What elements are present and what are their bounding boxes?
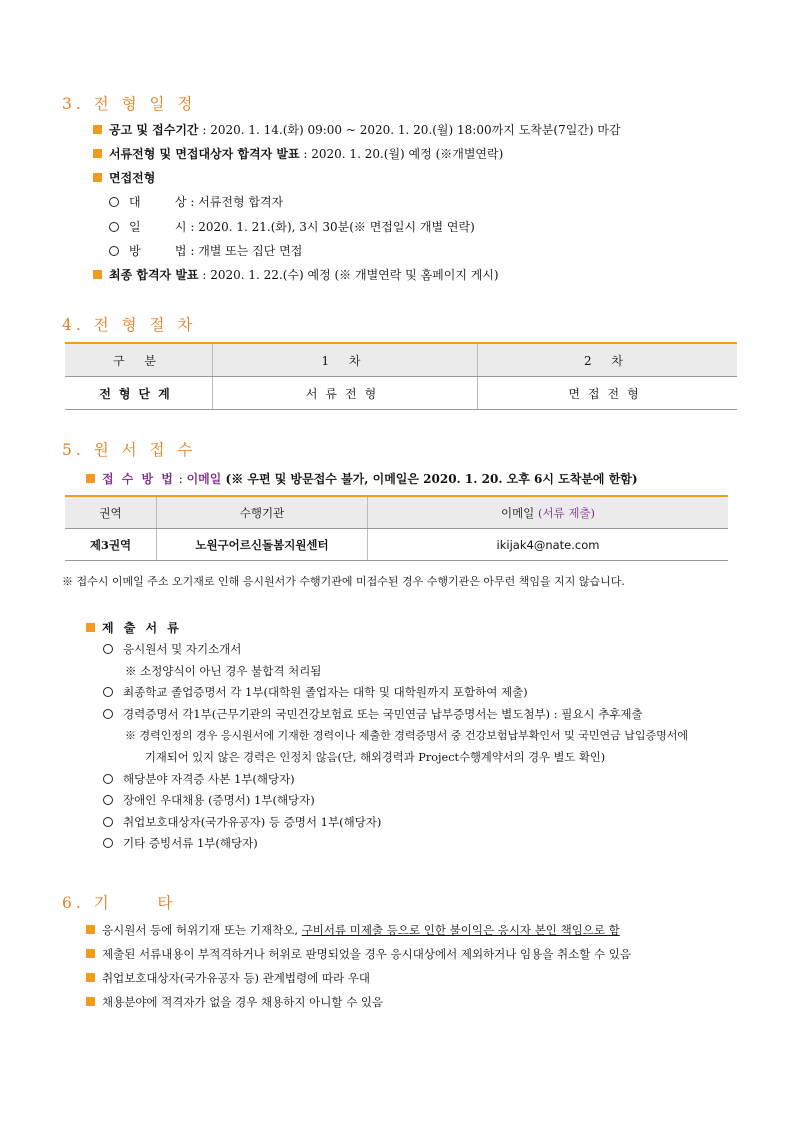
circle-bullet-icon — [103, 795, 113, 805]
square-bullet-icon — [86, 925, 95, 934]
list-item: 최종학교 졸업증명서 각 1부(대학원 졸업자는 대학 및 대학원까지 포함하여 제출) — [103, 682, 688, 704]
table-header-cell: 1 차 — [213, 343, 478, 377]
list-item-note: ※ 경력인정의 경우 응시원서에 기재한 경력이나 제출한 경력증명서 중 건강보험납부확인서 및 국민연금 납입증명서에 — [125, 729, 689, 743]
square-bullet-icon — [86, 474, 95, 483]
other-notes-list — [86, 918, 631, 1014]
section-5-title: 5. 원 서 접 수 — [62, 441, 197, 459]
selection-process-table — [65, 342, 737, 410]
table-cell: 서류전형 — [213, 377, 478, 410]
square-bullet-icon — [93, 125, 102, 134]
square-bullet-icon — [86, 623, 95, 632]
table-header-cell: 수행기관 — [157, 496, 368, 529]
table-header-cell: 이메일 (서류 제출) — [368, 496, 729, 529]
square-bullet-icon — [86, 997, 95, 1006]
documents-list — [103, 639, 688, 855]
list-item: 기타 증빙서류 1부(해당자) — [103, 833, 688, 855]
interview-method: 방 법 : 개별 또는 집단 면접 — [109, 242, 302, 259]
table-cell: 면접전형 — [478, 377, 738, 410]
list-item: 해당분야 자격증 사본 1부(해당자) — [103, 769, 688, 791]
circle-bullet-icon — [103, 838, 113, 848]
application-method: 접 수 방 법 : 이메일 (※ 우편 및 방문접수 불가, 이메일은 2020. 1. 20. 오후 6시 도착분에 한함) — [86, 470, 638, 487]
section-6-title: 6. 기 타 — [62, 894, 177, 912]
circle-bullet-icon — [103, 709, 113, 719]
documents-title: 제 출 서 류 — [86, 619, 182, 636]
section-3-title: 3. 전 형 일 정 — [62, 95, 197, 113]
square-bullet-icon — [93, 149, 102, 158]
email-link[interactable]: ikijak4@nate.com — [368, 529, 729, 561]
list-item: 취업보호대상자(국가유공자) 등 증명서 1부(해당자) — [103, 812, 688, 834]
interview-target: 대 상 : 서류전형 합격자 — [109, 193, 283, 210]
circle-bullet-icon — [109, 197, 119, 207]
table-cell: 노원구어르신돌봄지원센터 — [157, 529, 368, 561]
list-item: 취업보호대상자(국가유공자 등) 관계법령에 따라 우대 — [86, 966, 631, 990]
list-item: 응시원서 등에 허위기재 또는 기재착오, 구비서류 미제출 등으로 인한 불이익은 응시자 본인 책임으로 함 — [86, 918, 631, 942]
circle-bullet-icon — [103, 687, 113, 697]
table-header-cell: 2 차 — [478, 343, 738, 377]
circle-bullet-icon — [109, 222, 119, 232]
square-bullet-icon — [93, 270, 102, 279]
final-result-announcement: 최종 합격자 발표 : 2020. 1. 22.(수) 예정 (※ 개별연락 및 홈페이지 게시) — [93, 266, 499, 283]
table-cell: 제3권역 — [65, 529, 157, 561]
list-item: 채용분야에 적격자가 없을 경우 채용하지 아니할 수 있음 — [86, 990, 631, 1014]
list-item-continuation: 기재되어 있지 않은 경력은 인정치 않음(단, 해외경력과 Project수행계약서의 경우 별도 확인) — [145, 750, 606, 764]
table-cell: 전형단계 — [65, 377, 213, 410]
table-header-cell: 구 분 — [65, 343, 213, 377]
circle-bullet-icon — [109, 246, 119, 256]
list-item-note: ※ 소정양식이 아닌 경우 불합격 처리됨 — [125, 663, 322, 678]
schedule-document-result: 서류전형 및 면접대상자 합격자 발표 : 2020. 1. 20.(월) 예정 (※개별연락) — [93, 145, 503, 162]
email-warning: ※ 접수시 이메일 주소 오기재로 인해 응시원서가 수행기관에 미접수된 경우 수행기관은 아무런 책임을 지지 않습니다. — [62, 575, 625, 588]
application-table — [65, 495, 728, 561]
schedule-interview: 면접전형 — [93, 169, 155, 186]
circle-bullet-icon — [103, 644, 113, 654]
square-bullet-icon — [86, 973, 95, 982]
list-item: 경력증명서 각1부(근무기관의 국민건강보험료 또는 국민연금 납부증명서는 별도첨부) : 필요시 추후제출 — [103, 704, 688, 726]
list-item: 장애인 우대채용 (증명서) 1부(해당자) — [103, 790, 688, 812]
list-item: 응시원서 및 자기소개서 — [103, 639, 688, 661]
square-bullet-icon — [86, 949, 95, 958]
list-item: 제출된 서류내용이 부적격하거나 허위로 판명되었을 경우 응시대상에서 제외하거나 임용을 취소할 수 있음 — [86, 942, 631, 966]
circle-bullet-icon — [103, 774, 113, 784]
table-header-cell: 권역 — [65, 496, 157, 529]
schedule-application-period: 공고 및 접수기간 : 2020. 1. 14.(화) 09:00 ~ 2020. 1. 20.(월) 18:00까지 도착분(7일간) 마감 — [93, 121, 621, 138]
interview-datetime: 일 시 : 2020. 1. 21.(화), 3시 30분(※ 면접일시 개별 연락) — [109, 218, 475, 235]
section-4-title: 4. 전 형 절 차 — [62, 316, 197, 334]
circle-bullet-icon — [103, 817, 113, 827]
square-bullet-icon — [93, 173, 102, 182]
